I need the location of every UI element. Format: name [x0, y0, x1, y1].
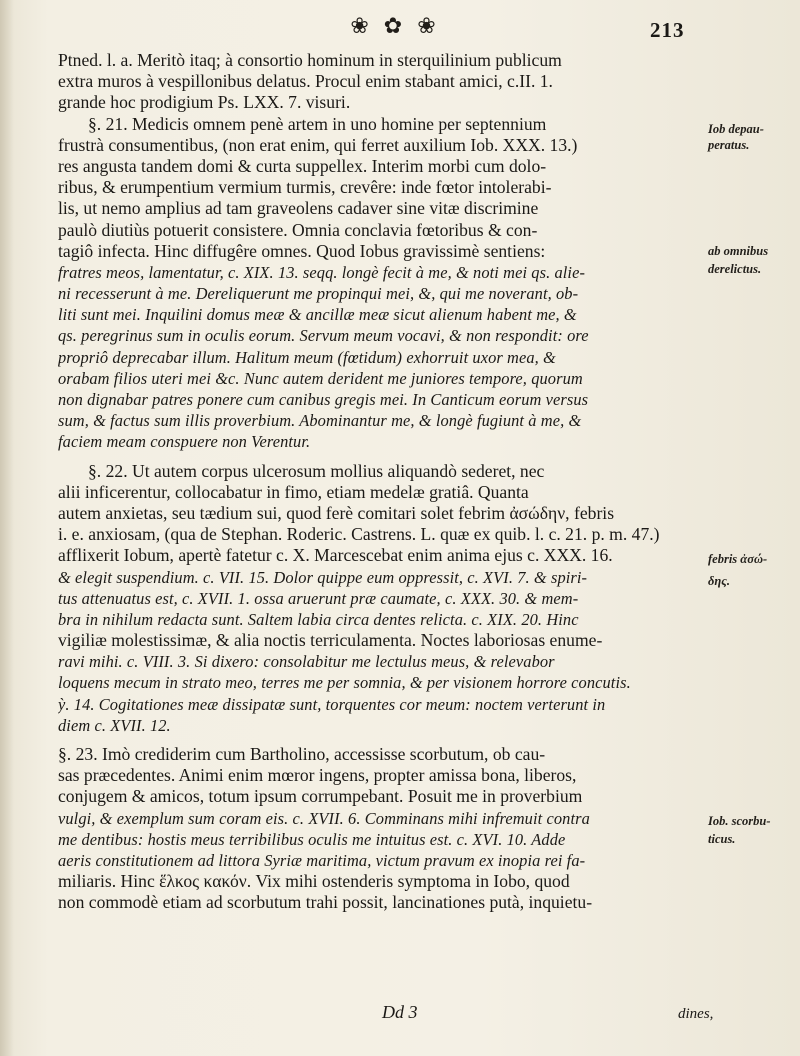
text-line: ribus, & erumpentium vermium turmis, crevêre: inde fœtor intolerabi- — [58, 177, 552, 198]
quotation-line: non dignabar patres ponere cum canibus gregis mei. In Canticum eorum versus — [58, 390, 589, 409]
text-line: frustrà consumentibus, (non erat enim, qui ferret auxilium Iob. XXX. 13.) — [58, 134, 578, 155]
quotation-line: faciem meam conspuere non Verentur. — [58, 432, 311, 452]
quotation-line: liti sunt mei. Inquilini domus meæ & ancillæ meæ sicut alienum habent me, & — [58, 305, 577, 325]
paragraph-21-start: §. 21. Medicis omnem penè artem in uno homine per septennium — [88, 113, 547, 134]
signature-mark: Dd 3 — [382, 1002, 418, 1022]
text-line: conjugem & amicos, totum ipsum corrumpebant. Posuit me in proverbium — [58, 786, 583, 807]
margin-note: peratus. — [708, 138, 750, 152]
text-line: grande hoc prodigium Ps. LXX. 7. visuri. — [58, 92, 351, 113]
text-line: tagiô infecta. Hinc diffugêre omnes. Quod Iobus gravissimè sentiens: — [58, 240, 546, 261]
text-line: lis, ut nemo amplius ad tam graveolens cadaver sine vitæ discrimine — [58, 198, 539, 219]
quotation-line: & elegit suspendium. c. VII. 15. Dolor quippe eum oppressit, c. XVI. 7. & spiri- — [58, 567, 588, 587]
paragraph-23-start: §. 23. Imò crediderim cum Bartholino, accessisse scorbutum, ob cau- — [58, 744, 546, 764]
quotation-line: ỳ. 14. Cogitationes meæ dissipatæ sunt, torquentes cor meum: noctem verterunt in — [58, 694, 606, 714]
quotation-line: ni recesserunt à me. Dereliquerunt me propinqui mei, &, qui me noverant, ob- — [58, 284, 579, 304]
text-line: miliaris. Hinc ἕλκος κακόν. Vix mihi ostenderis symptoma in Iobo, quod — [58, 871, 570, 892]
margin-note: ticus. — [708, 832, 736, 846]
page-gutter-shadow — [0, 0, 14, 1056]
quotation-line: vulgi, & exemplum sum coram eis. c. XVII. 6. Comminans mihi infremuit contra — [58, 808, 590, 828]
text-block — [58, 50, 708, 914]
quotation-line: tus attenuatus est, c. XVII. 1. ossa aruerunt præ caumate, c. XXX. 30. & mem- — [58, 588, 579, 608]
page-header — [0, 12, 800, 42]
page-number: 213 — [650, 18, 685, 42]
page-footer — [0, 1000, 800, 1030]
margin-note: δης. — [708, 574, 730, 588]
quotation-line: aeris constitutionem ad littora Syriæ maritima, victum pravum ex inopia rei fa- — [58, 850, 586, 870]
quotation-line: bra in nihilum redacta sunt. Saltem labia circa dentes relicta. c. XIX. 20. Hinc — [58, 609, 579, 629]
text-line: i. e. anxiosam, (qua de Stephan. Roderic. Castrens. L. quæ ex quib. l. c. 21. p. m. 47.) — [58, 524, 660, 545]
text-line: non commodè etiam ad scorbutum trahi possit, lancinationes putà, inquietu- — [58, 892, 593, 913]
quotation-line: qs. peregrinus sum in oculis eorum. Servum meum vocavi, & non respondit: ore — [58, 326, 589, 346]
text-line: paulò diutiùs potuerit consistere. Omnia conclavia fœtoribus & con- — [58, 219, 538, 240]
text-line: extra muros à vespillonibus delatus. Procul enim stabant amici, c.II. 1. — [58, 71, 553, 92]
margin-note: Iob. scorbu- — [708, 814, 771, 828]
text-line: alii inficerentur, collocabatur in fimo, etiam medelæ gratiâ. Quanta — [58, 481, 529, 502]
header-ornament: ❀ ✿ ❀ — [350, 14, 440, 39]
text-line: afflixerit Iobum, apertè fatetur c. X. Marcescebat enim anima ejus c. XXX. 16. — [58, 545, 613, 566]
quotation-line: sum, & factus sum illis proverbium. Abominantur me, & longè fugiunt à me, & — [58, 411, 582, 431]
text-line: vigiliæ molestissimæ, & alia noctis terriculamenta. Noctes laboriosas enume- — [58, 630, 603, 651]
text-line: res angusta tandem domi & curta suppellex. Interim morbi cum dolo- — [58, 155, 547, 176]
text-line: Ptned. l. a. Meritò itaq; à consortio hominum in sterquilinium publicum — [58, 50, 562, 70]
quotation-line: ravi mihi. c. VIII. 3. Si dixero: consolabitur me lectulus meus, & relevabor — [58, 652, 555, 672]
margin-note: Iob depau- — [708, 122, 764, 136]
text-line: autem anxietas, seu tædium sui, quod ferè comitari solet febrim ἀσώδην, febris — [58, 502, 615, 523]
paragraph-22-start: §. 22. Ut autem corpus ulcerosum mollius aliquandò sederet, nec — [88, 460, 545, 481]
quotation-line: me dentibus: hostis meus terribilibus oculis me intuitus est. c. XVI. 10. Adde — [58, 829, 566, 849]
margin-note: derelictus. — [708, 262, 762, 276]
text-line: sas præcedentes. Animi enim mœror ingens, propter amissa bona, liberos, — [58, 765, 577, 786]
quotation-line: orabam filios uteri mei &c. Nunc autem derident me juniores tempore, quorum — [58, 368, 583, 388]
catchword: dines, — [678, 1006, 714, 1022]
quotation-line: propriô deprecabar illum. Halitum meum (fœtidum) exhorruit uxor mea, & — [58, 347, 556, 367]
margin-note: febris ἀσώ- — [708, 552, 768, 566]
quotation-line: loquens mecum in strato meo, terres me per somnia, & per visionem horrore concutis. — [58, 673, 631, 693]
quotation-line: diem c. XVII. 12. — [58, 715, 171, 735]
margin-note: ab omnibus — [708, 244, 769, 258]
quotation-line: fratres meos, lamentatur, c. XIX. 13. seqq. longè fecit à me, & noti mei qs. alie- — [58, 262, 585, 282]
